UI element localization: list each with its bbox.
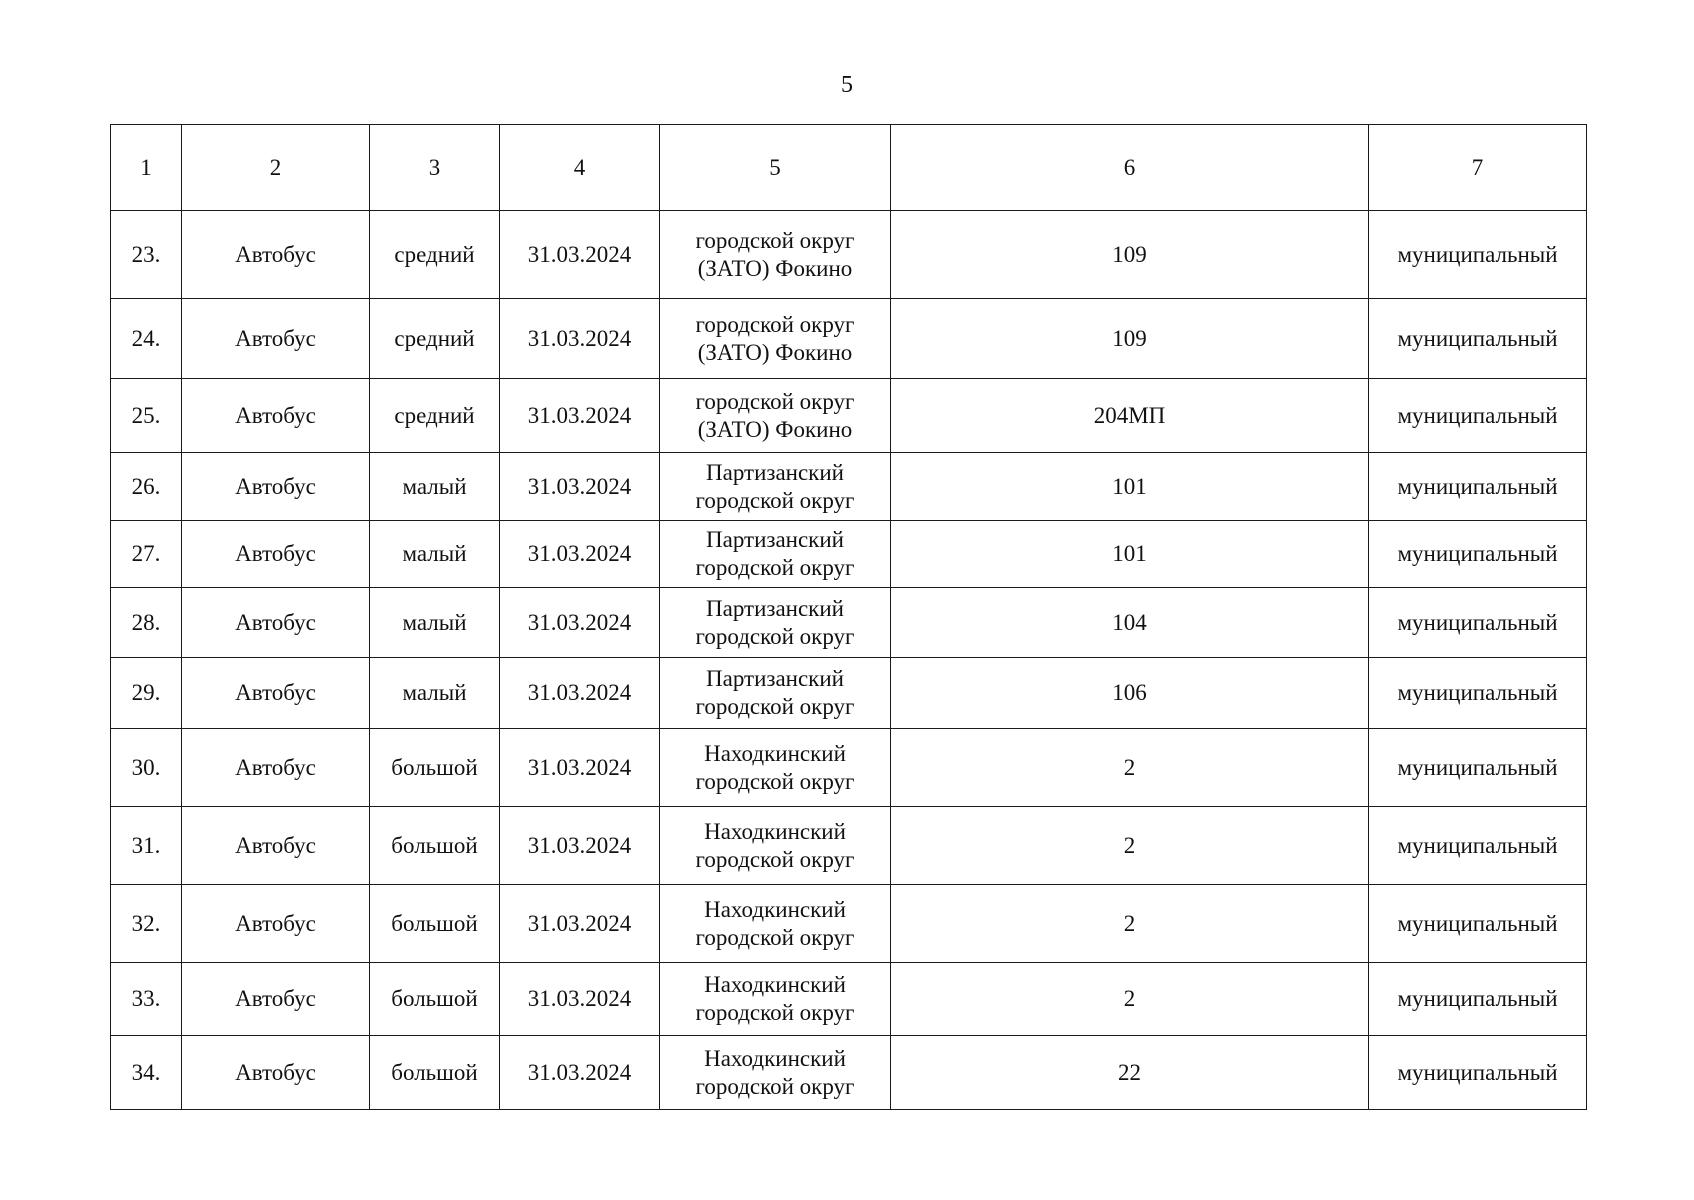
municipality-cell [660, 885, 891, 963]
route-kind-cell: муниципальный [1369, 521, 1587, 588]
municipality-line: городской округ [695, 388, 855, 414]
vehicle-type-cell: Автобус [182, 588, 370, 658]
vehicle-class-cell: малый [370, 521, 500, 588]
vehicle-class-cell: малый [370, 658, 500, 729]
route-number-cell: 22 [891, 1036, 1369, 1110]
table-row [111, 379, 1587, 453]
municipality-line: городской округ [695, 694, 855, 719]
header-cell-2: 2 [182, 125, 370, 211]
vehicle-type-cell: Автобус [182, 521, 370, 588]
route-number-cell: 109 [891, 211, 1369, 299]
municipality-cell [660, 521, 891, 588]
vehicle-class-cell: средний [370, 211, 500, 299]
vehicle-type-cell: Автобус [182, 453, 370, 521]
municipality-cell [660, 453, 891, 521]
date-cell: 31.03.2024 [500, 299, 660, 379]
municipality-line: Партизанский [706, 666, 844, 691]
row-number-cell: 28. [111, 588, 182, 658]
route-number-cell: 109 [891, 299, 1369, 379]
vehicle-type-cell: Автобус [182, 379, 370, 453]
municipality-cell [660, 379, 891, 453]
row-number-cell: 31. [111, 807, 182, 885]
header-cell-7: 7 [1369, 125, 1587, 211]
municipality-cell [660, 729, 891, 807]
header-cell-6: 6 [891, 125, 1369, 211]
row-number-cell: 32. [111, 885, 182, 963]
municipality-line: городской округ [695, 1073, 855, 1099]
row-number-cell: 26. [111, 453, 182, 521]
route-kind-cell: муниципальный [1369, 1036, 1587, 1110]
municipality-line: городской округ [695, 227, 855, 253]
date-cell: 31.03.2024 [500, 963, 660, 1036]
vehicle-class-cell: малый [370, 453, 500, 521]
date-cell: 31.03.2024 [500, 521, 660, 588]
vehicle-type-cell: Автобус [182, 729, 370, 807]
route-kind-cell: муниципальный [1369, 211, 1587, 299]
municipality-line: городской округ [695, 768, 855, 794]
row-number-cell: 25. [111, 379, 182, 453]
route-kind-cell: муниципальный [1369, 963, 1587, 1036]
header-cell-4: 4 [500, 125, 660, 211]
route-kind-cell: муниципальный [1369, 807, 1587, 885]
route-number-cell: 106 [891, 658, 1369, 729]
vehicle-class-cell: малый [370, 588, 500, 658]
municipality-cell [660, 211, 891, 299]
municipality-line: Находкинский [704, 818, 846, 844]
vehicle-type-cell: Автобус [182, 1036, 370, 1110]
municipality-line: городской округ [695, 311, 855, 337]
date-cell: 31.03.2024 [500, 885, 660, 963]
municipality-line: Находкинский [704, 1045, 846, 1071]
table-row [111, 807, 1587, 885]
municipality-line: Партизанский [706, 459, 844, 485]
vehicle-type-cell: Автобус [182, 885, 370, 963]
table-header-row [111, 125, 1587, 211]
row-number-cell: 33. [111, 963, 182, 1036]
route-kind-cell: муниципальный [1369, 885, 1587, 963]
vehicle-class-cell: большой [370, 1036, 500, 1110]
table-row [111, 1036, 1587, 1110]
route-number-cell: 101 [891, 453, 1369, 521]
table-row [111, 211, 1587, 299]
route-number-cell: 104 [891, 588, 1369, 658]
row-number-cell: 34. [111, 1036, 182, 1110]
municipality-line: Находкинский [704, 972, 846, 997]
route-kind-cell: муниципальный [1369, 379, 1587, 453]
municipality-line: городской округ [695, 1000, 855, 1025]
municipality-line: городской округ [695, 846, 855, 872]
row-number-cell: 23. [111, 211, 182, 299]
header-cell-5: 5 [660, 125, 891, 211]
municipality-line: (ЗАТО) Фокино [697, 255, 853, 281]
date-cell: 31.03.2024 [500, 1036, 660, 1110]
municipality-line: городской округ [695, 555, 855, 580]
vehicle-type-cell: Автобус [182, 807, 370, 885]
municipality-line: Партизанский [706, 595, 844, 621]
vehicle-class-cell: средний [370, 299, 500, 379]
row-number-cell: 30. [111, 729, 182, 807]
municipality-cell [660, 963, 891, 1036]
route-number-cell: 2 [891, 885, 1369, 963]
vehicle-class-cell: большой [370, 807, 500, 885]
municipality-line: Партизанский [706, 527, 844, 552]
municipality-line: городской округ [695, 924, 855, 950]
row-number-cell: 29. [111, 658, 182, 729]
municipality-line: Находкинский [704, 896, 846, 922]
route-number-cell: 2 [891, 729, 1369, 807]
vehicle-type-cell: Автобус [182, 658, 370, 729]
route-kind-cell: муниципальный [1369, 588, 1587, 658]
date-cell: 31.03.2024 [500, 453, 660, 521]
page-number: 5 [841, 72, 853, 98]
table-row [111, 453, 1587, 521]
table-row [111, 588, 1587, 658]
municipality-cell [660, 658, 891, 729]
row-number-cell: 27. [111, 521, 182, 588]
vehicle-class-cell: большой [370, 885, 500, 963]
municipality-line: городской округ [695, 487, 855, 513]
route-kind-cell: муниципальный [1369, 453, 1587, 521]
table-row [111, 963, 1587, 1036]
route-kind-cell: муниципальный [1369, 658, 1587, 729]
vehicle-type-cell: Автобус [182, 963, 370, 1036]
date-cell: 31.03.2024 [500, 729, 660, 807]
date-cell: 31.03.2024 [500, 379, 660, 453]
route-number-cell: 204МП [891, 379, 1369, 453]
municipality-cell [660, 1036, 891, 1110]
transport-table [110, 124, 1587, 1110]
municipality-cell [660, 807, 891, 885]
table-row [111, 885, 1587, 963]
vehicle-type-cell: Автобус [182, 299, 370, 379]
date-cell: 31.03.2024 [500, 588, 660, 658]
route-number-cell: 101 [891, 521, 1369, 588]
header-cell-1: 1 [111, 125, 182, 211]
municipality-line: (ЗАТО) Фокино [697, 416, 853, 442]
vehicle-type-cell: Автобус [182, 211, 370, 299]
municipality-line: городской округ [695, 623, 855, 649]
route-kind-cell: муниципальный [1369, 729, 1587, 807]
vehicle-class-cell: большой [370, 963, 500, 1036]
table-row [111, 658, 1587, 729]
municipality-line: Находкинский [704, 740, 846, 766]
table-row [111, 521, 1587, 588]
route-number-cell: 2 [891, 807, 1369, 885]
municipality-cell [660, 588, 891, 658]
date-cell: 31.03.2024 [500, 658, 660, 729]
route-number-cell: 2 [891, 963, 1369, 1036]
row-number-cell: 24. [111, 299, 182, 379]
table-row [111, 299, 1587, 379]
municipality-cell [660, 299, 891, 379]
route-kind-cell: муниципальный [1369, 299, 1587, 379]
vehicle-class-cell: средний [370, 379, 500, 453]
vehicle-class-cell: большой [370, 729, 500, 807]
date-cell: 31.03.2024 [500, 211, 660, 299]
date-cell: 31.03.2024 [500, 807, 660, 885]
table-row [111, 729, 1587, 807]
municipality-line: (ЗАТО) Фокино [697, 339, 853, 365]
header-cell-3: 3 [370, 125, 500, 211]
